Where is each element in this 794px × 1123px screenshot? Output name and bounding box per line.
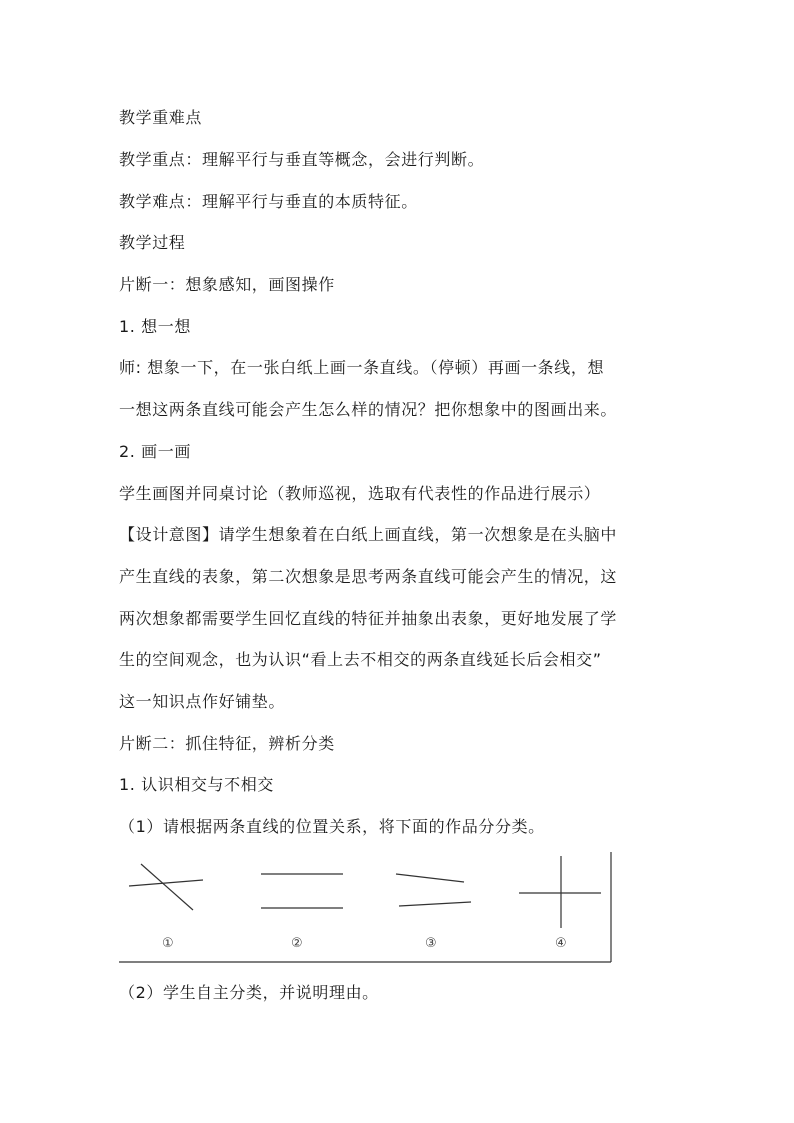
paragraph-design-intent-line-4: 生的空间观念，也为认识“看上去不相交的两条直线延长后会相交” <box>119 650 602 669</box>
pair2-label: ② <box>291 936 303 951</box>
heading-intersect: 1. 认识相交与不相交 <box>119 775 274 794</box>
pair1-line-b <box>141 864 193 910</box>
pair3-label: ③ <box>425 936 437 951</box>
heading-step-draw: 2. 画一画 <box>119 442 191 461</box>
pair3-line-a <box>396 874 464 882</box>
heading-segment-two: 片断二：抓住特征，辨析分类 <box>119 734 335 753</box>
line-pairs-figure <box>119 848 619 966</box>
text-students-draw: 学生画图并同桌讨论（教师巡视，选取有代表性的作品进行展示） <box>119 484 601 503</box>
pair3-line-b <box>399 902 471 906</box>
paragraph-design-intent-line-1: 【设计意图】请学生想象着在白纸上画直线，第一次想象是在头脑中 <box>119 525 618 544</box>
text-students-classify: （2）学生自主分类，并说明理由。 <box>119 983 379 1002</box>
text-classify-instruction: （1）请根据两条直线的位置关系，将下面的作品分分类。 <box>119 817 545 836</box>
paragraph-design-intent-line-3: 两次想象都需要学生回忆直线的特征并抽象出表象，更好地发展了学 <box>119 609 618 628</box>
text-key-point: 教学重点：理解平行与垂直等概念，会进行判断。 <box>119 150 485 169</box>
paragraph-design-intent-line-2: 产生直线的表象，第二次想象是思考两条直线可能会产生的情况，这 <box>119 567 618 586</box>
heading-segment-one: 片断一：想象感知，画图操作 <box>119 275 335 294</box>
paragraph-teacher-line-1: 师: 想象一下，在一张白纸上画一条直线。（停顿）再画一条线，想 <box>119 358 605 377</box>
text-difficult-point: 教学难点：理解平行与垂直的本质特征。 <box>119 192 418 211</box>
pair1-line-a <box>129 880 203 886</box>
paragraph-teacher-line-2: 一想这两条直线可能会产生怎么样的情况？把你想象中的图画出来。 <box>119 400 618 419</box>
heading-key-points: 教学重难点 <box>119 108 203 127</box>
paragraph-design-intent-line-5: 这一知识点作好铺垫。 <box>119 692 286 711</box>
pair1-label: ① <box>162 936 174 951</box>
heading-teaching-process: 教学过程 <box>119 233 186 252</box>
pair4-label: ④ <box>555 936 567 951</box>
heading-step-think: 1. 想一想 <box>119 317 191 336</box>
